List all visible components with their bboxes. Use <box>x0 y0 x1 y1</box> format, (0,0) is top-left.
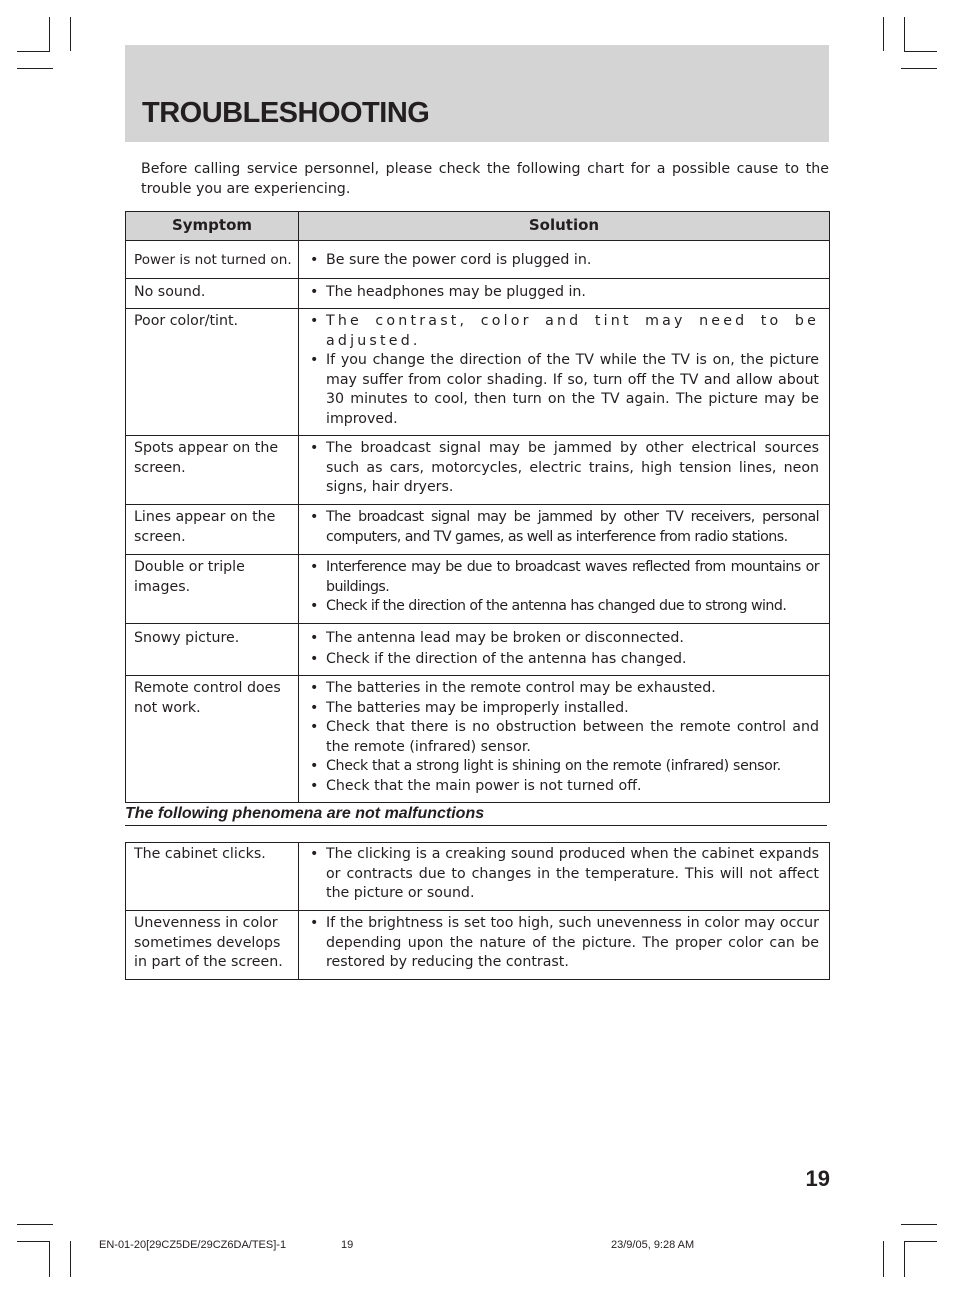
symptom-cell: Snowy picture. <box>126 624 299 676</box>
header-band <box>125 45 829 142</box>
solution-cell <box>299 505 830 555</box>
solution-item: • The clicking is a creaking sound produced when the cabinet expands or contracts due to changes in the temperature. This will not affect the picture or sound. <box>307 845 819 904</box>
solution-item: • Check that there is no obstruction between the remote control and the remote (infrared) sensor. <box>307 718 819 757</box>
table-row <box>126 676 830 803</box>
table-row <box>126 555 830 624</box>
symptom-cell: Remote control does not work. <box>126 676 299 803</box>
solution-item: • Be sure the power cord is plugged in. <box>307 251 819 271</box>
footer-page: 19 <box>341 1239 354 1251</box>
symptom-cell: The cabinet clicks. <box>126 843 299 911</box>
solution-item: • Check that a strong light is shining on the remote (infrared) sensor. <box>307 757 819 777</box>
solution-item: • Check that the main power is not turned off. <box>307 777 819 797</box>
solution-item: • If you change the direction of the TV while the TV is on, the picture may suffer from color shading. If so, turn off the TV and allow about 30 minutes to cool, then turn on the TV again. The picture may be improved. <box>307 351 819 429</box>
solution-item: • Check if the direction of the antenna has changed. <box>307 650 819 670</box>
solution-column-header: Solution <box>299 212 830 241</box>
table-row <box>126 436 830 505</box>
table-row <box>126 279 830 309</box>
section-heading: The following phenomena are not malfunctions <box>125 805 827 826</box>
solution-item: • The batteries in the remote control may be exhausted. <box>307 679 819 699</box>
table-row <box>126 505 830 555</box>
symptom-cell: Lines appear on the screen. <box>126 505 299 555</box>
symptom-cell: Double or triple images. <box>126 555 299 624</box>
symptom-cell: Spots appear on the screen. <box>126 436 299 505</box>
table-row <box>126 309 830 436</box>
solution-cell <box>299 911 830 980</box>
solution-item: • If the brightness is set too high, such unevenness in color may occur depending upon the nature of the picture. The proper color can be restored by reducing the contrast. <box>307 914 819 973</box>
phenomena-table <box>125 842 830 980</box>
table-row <box>126 241 830 279</box>
solution-cell <box>299 309 830 436</box>
symptom-column-header: Symptom <box>126 212 299 241</box>
symptom-cell: Power is not turned on. <box>126 241 299 279</box>
table-row <box>126 843 830 911</box>
symptom-cell: Poor color/tint. <box>126 309 299 436</box>
solution-cell <box>299 241 830 279</box>
footer-timestamp: 23/9/05, 9:28 AM <box>611 1239 695 1251</box>
troubleshooting-table <box>125 211 830 803</box>
solution-item: • The broadcast signal may be jammed by other TV receivers, personal computers, and TV games, as well as interference from radio stations. <box>307 508 819 547</box>
solution-item: • The headphones may be plugged in. <box>307 283 819 303</box>
solution-cell <box>299 555 830 624</box>
page-number: 19 <box>805 1166 830 1191</box>
solution-item: • The antenna lead may be broken or disconnected. <box>307 629 819 649</box>
symptom-cell: Unevenness in color sometimes develops in part of the screen. <box>126 911 299 980</box>
symptom-cell: No sound. <box>126 279 299 309</box>
table-header-row <box>126 212 830 241</box>
solution-cell <box>299 676 830 803</box>
page-title: TROUBLESHOOTING <box>142 97 430 129</box>
solution-cell <box>299 843 830 911</box>
solution-item: • The batteries may be improperly installed. <box>307 699 819 719</box>
solution-cell <box>299 436 830 505</box>
solution-cell <box>299 624 830 676</box>
solution-cell <box>299 279 830 309</box>
table-row <box>126 624 830 676</box>
solution-item: • Interference may be due to broadcast waves reflected from mountains or buildings. <box>307 558 819 597</box>
solution-item: • The contrast, color and tint may need to be adjusted. <box>307 312 819 351</box>
solution-item: • The broadcast signal may be jammed by other electrical sources such as cars, motorcycles, electric trains, high tension lines, neon signs, hair dryers. <box>307 439 819 498</box>
table-row <box>126 911 830 980</box>
footer-file-label: EN-01-20[29CZ5DE/29CZ6DA/TES]-1 <box>99 1239 287 1251</box>
solution-item: • Check if the direction of the antenna has changed due to strong wind. <box>307 597 819 617</box>
intro-paragraph: Before calling service personnel, please check the following chart for a possible cause to the trouble you are experiencing. <box>141 161 829 197</box>
